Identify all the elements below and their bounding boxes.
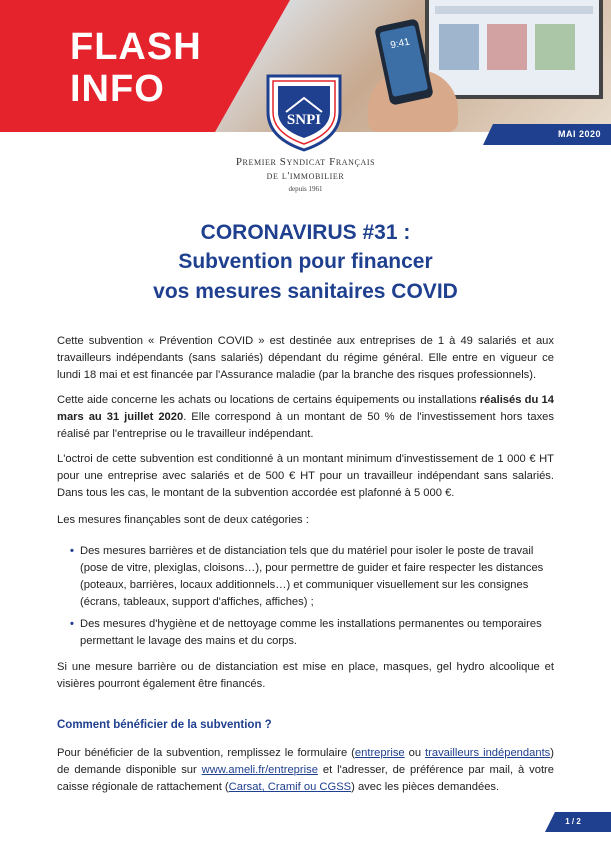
phone-time: 9:41 xyxy=(379,25,428,97)
org-line1: Premier Syndicat Français xyxy=(235,156,376,168)
p2-dates: réalisés du 14 mars au 31 juillet 2020 xyxy=(57,394,554,423)
org-line3: depuis 1961 xyxy=(288,185,323,193)
flash-line1: FLASH xyxy=(70,26,202,68)
flash-info-title xyxy=(70,26,202,110)
p6-text-b: ) de demande disponible sur xyxy=(57,747,555,776)
paragraph-extra-items: Si une mesure barrière ou de distanciation est mise en place, masques, gel hydro alcoolique et visières pourront également être financés. xyxy=(57,661,554,690)
paragraph-eligibility xyxy=(57,392,554,443)
page-title-line1: CORONAVIRUS #31 : xyxy=(200,221,411,244)
p2-text-b: . Elle correspond à un montant de 50 % de l'investissement hors taxes réalisé par l'entreprise ou le travailleur indépendant. xyxy=(57,411,554,440)
link-entreprise[interactable]: entreprise xyxy=(354,747,405,759)
p6-text-d: ) avec les pièces demandées. xyxy=(351,781,500,793)
p2-text-a: Cette aide concerne les achats ou locations de certains équipements ou installations xyxy=(57,394,480,406)
bullet1-text: Des mesures barrières et de distanciation tels que du matériel pour isoler le poste de travail (pose de vitre, plexiglas, cloisons…), pour permettre de guider et faire respecter les distances (poteaux, barrières, locaux additionnels…) et communiquer visuellement sur les consignes (écrans, tableaux, support d'affiches, affiches) ; xyxy=(80,545,544,608)
link-travailleurs-independants[interactable]: travailleurs indépendants xyxy=(425,747,551,759)
page-title-line2: Subvention pour financer xyxy=(178,250,433,273)
p6-text-c: et l'adresser, de préférence par mail, à votre caisse régionale de rattachement ( xyxy=(57,764,555,793)
org-line2: de l'immobilier xyxy=(266,170,345,182)
p6-text-a: Pour bénéficier de la subvention, remplissez le formulaire ( xyxy=(57,747,355,759)
p6-text-or: ou xyxy=(404,747,426,759)
bullet-icon: • xyxy=(70,545,74,557)
logo-text: SNPI xyxy=(286,112,322,128)
paragraph-conditions: L'octroi de cette subvention est conditionné à un montant minimum d'investissement de 1 000 € HT pour une entreprise avec salariés et de 500 € HT pour un travailleur indépendant sans salariés. Dans tous les cas, le montant de la subvention accordée est plafonné à 5 000 €. xyxy=(57,453,554,499)
flash-line2: INFO xyxy=(70,68,165,110)
laptop-image xyxy=(425,0,603,99)
link-caisses[interactable]: Carsat, Cramif ou CGSS xyxy=(228,781,352,793)
snpi-logo xyxy=(262,72,346,152)
page-number: 1 / 2 xyxy=(565,817,581,826)
paragraph-categories: Les mesures finançables sont de deux catégories : xyxy=(57,514,309,526)
issue-date: MAI 2020 xyxy=(557,129,601,139)
bullet2-text: Des mesures d'hygiène et de nettoyage comme les installations permanentes ou temporaires permettant le lavage des mains et du corps. xyxy=(80,618,542,647)
list-item-barrier-measures xyxy=(70,543,554,611)
bullet-icon: • xyxy=(70,618,74,630)
paragraph-intro: Cette subvention « Prévention COVID » est destinée aux entreprises de 1 à 49 salariés et aux travailleurs indépendants (sans salariés) dépendant du régime général. Elle entre en vigueur ce lundi 18 mai et est financée par l'Assurance maladie (par la branche des risques professionnels). xyxy=(57,335,554,381)
page-title-line3: vos mesures sanitaires COVID xyxy=(153,280,458,303)
list-item-hygiene-measures xyxy=(70,616,554,650)
link-ameli[interactable]: www.ameli.fr/entreprise xyxy=(201,764,318,776)
section-heading: Comment bénéficier de la subvention ? xyxy=(57,719,272,731)
paragraph-how-to xyxy=(57,745,554,796)
